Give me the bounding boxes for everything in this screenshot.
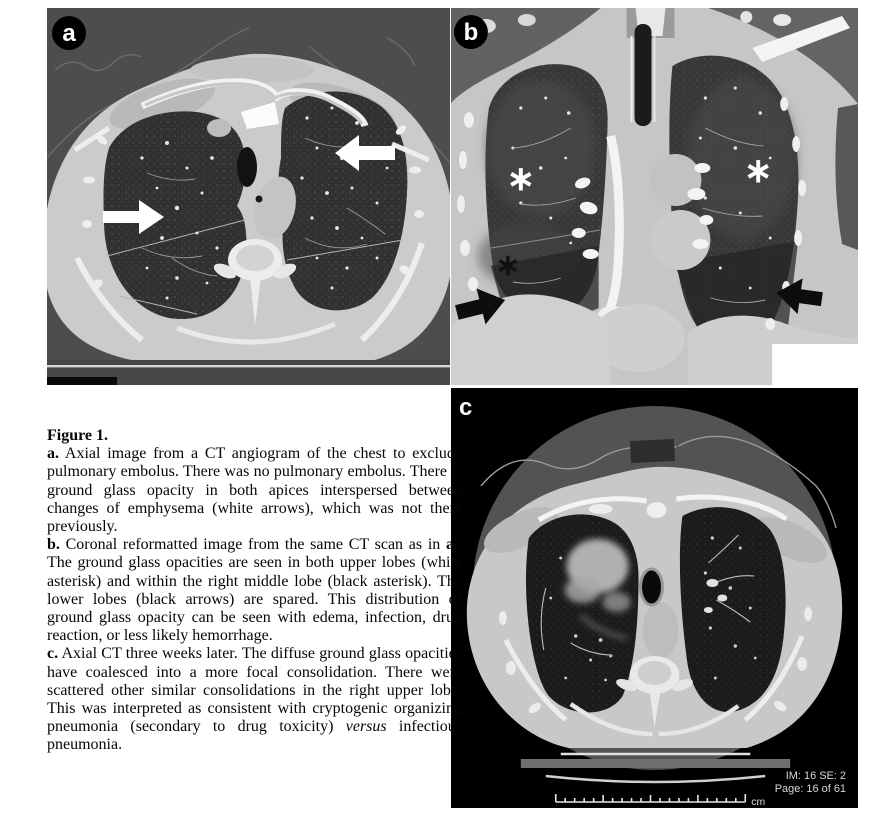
panel-a-label-letter: a bbox=[62, 20, 76, 47]
caption-paragraph-c bbox=[47, 645, 462, 754]
panel-b-label bbox=[454, 15, 488, 49]
caption-a-text: Axial image from a CT angiogram of the chest to exclude pulmonary embolus. There was no pulmonary embolus. There is ground glass opacity in both apices interspersed between changes of emphysema (white arrows), which was not there previously. bbox=[47, 445, 462, 536]
panel-b-coronal-ct bbox=[451, 8, 858, 385]
caption-b-lead-ref: a. bbox=[446, 536, 458, 554]
dicom-overlay-text bbox=[775, 770, 846, 795]
caption-c-lead: c. bbox=[47, 645, 59, 663]
caption-b-text-2: . The ground glass opacities are seen in both upper lobes (white asterisk) and within the right middle lobe (black asterisk). The lower lobes (black arrows) are spared. This distribution of ground glass opacity can be seen with edema, infection, drug reaction, or less likely hemorrhage. bbox=[47, 536, 462, 645]
panel-a-label bbox=[52, 16, 86, 50]
caption-paragraph-a bbox=[47, 445, 462, 536]
figure-caption bbox=[47, 427, 462, 755]
panel-b-label-letter: b bbox=[463, 18, 479, 47]
panel-c-label-letter: c bbox=[458, 393, 473, 422]
caption-b-lead: b. bbox=[47, 536, 60, 554]
figure-caption-title: Figure 1. bbox=[47, 427, 109, 444]
redaction-box bbox=[772, 344, 858, 385]
image-series-info: IM: 16 SE: 2 bbox=[785, 769, 847, 783]
caption-c-italic: versus bbox=[345, 718, 387, 736]
panel-c-axial-ct bbox=[451, 388, 858, 808]
ruler-unit-label: cm bbox=[751, 796, 766, 808]
panel-b-image bbox=[451, 8, 858, 385]
white-asterisk-icon: ∗ bbox=[744, 151, 773, 191]
white-asterisk-icon: ∗ bbox=[506, 159, 536, 199]
panel-a-axial-ct bbox=[47, 8, 450, 385]
panel-c-image bbox=[451, 388, 858, 808]
caption-a-lead: a. bbox=[47, 445, 59, 463]
caption-c-text-2: infectious pneumonia. bbox=[47, 718, 463, 754]
ct-c-top-airway-patch bbox=[630, 439, 675, 463]
caption-c-text-1: Axial CT three weeks later. The diffuse ground glass opacities have coalesced into a more focal consolidation. There were scattered other similar consolidations in the right upper lobe. This was interpreted as consistent with cryptogenic organizing pneumonia (secondary to drug toxicity) bbox=[47, 645, 462, 736]
caption-b-text-1: Coronal reformatted image from the same CT scan as in bbox=[59, 536, 446, 554]
ct-a-table-band bbox=[47, 360, 450, 385]
panel-a-image bbox=[47, 8, 450, 385]
page-info: Page: 16 of 61 bbox=[774, 782, 847, 796]
black-asterisk-icon: ∗ bbox=[495, 248, 521, 283]
caption-paragraph-b bbox=[47, 536, 462, 645]
